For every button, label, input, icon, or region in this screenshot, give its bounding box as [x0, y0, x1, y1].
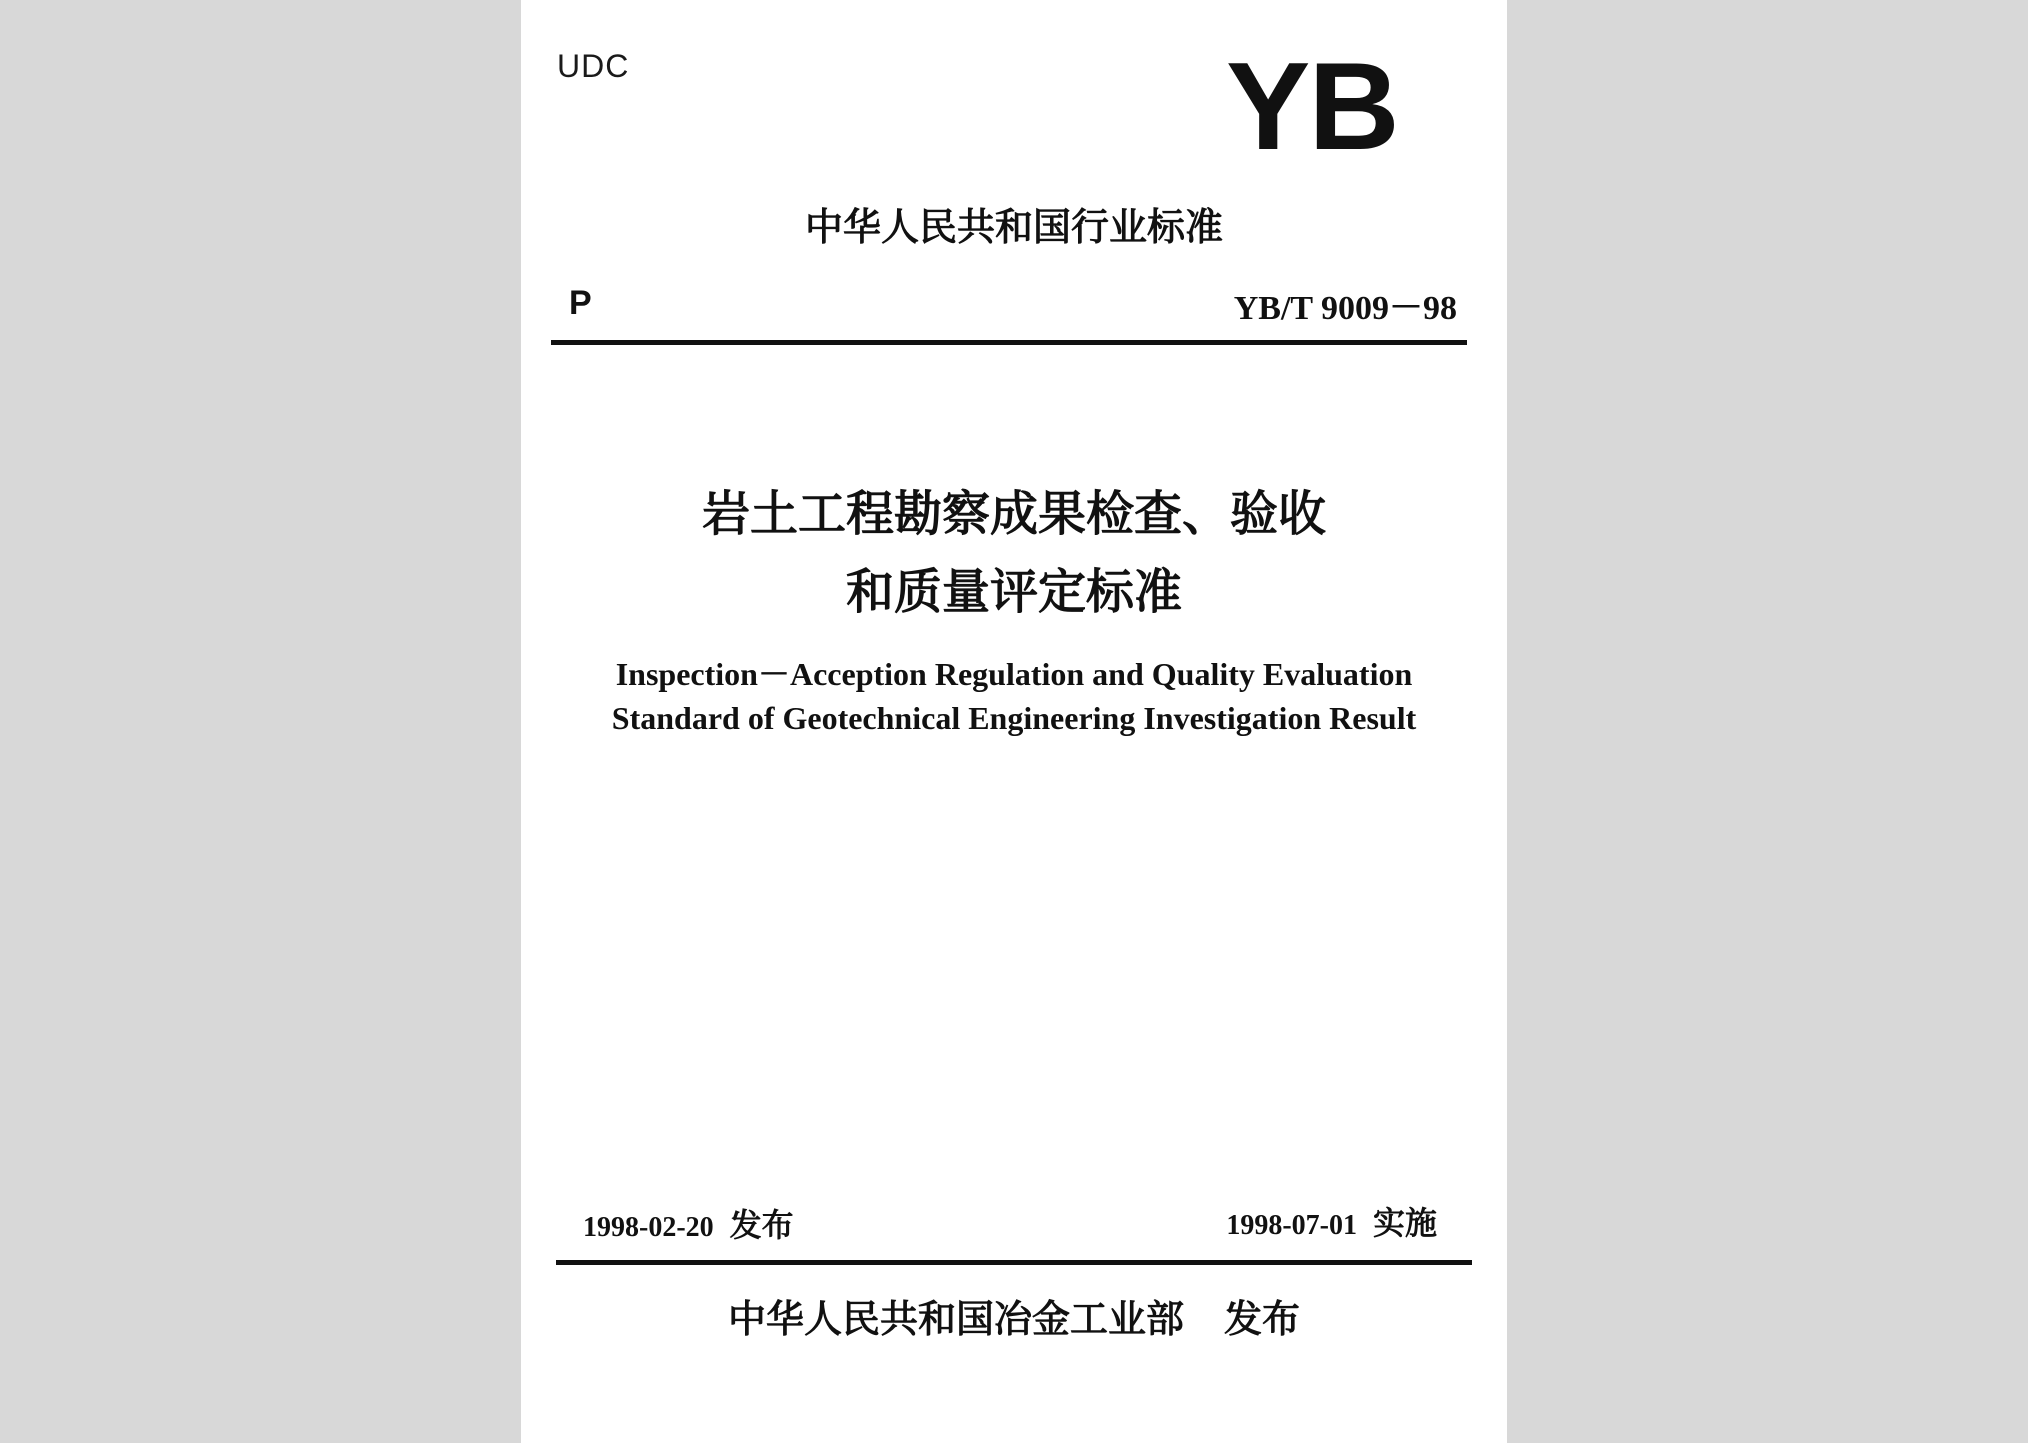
standard-number: YB/T 9009－98: [1233, 290, 1457, 327]
effective-date: 1998-07-01: [1226, 1210, 1357, 1241]
issuer-name: 中华人民共和国冶金工业部: [727, 1297, 1184, 1341]
issue-label: 发布: [729, 1206, 794, 1244]
classification-code: P: [569, 284, 592, 322]
udc-label: UDC: [557, 48, 630, 84]
issuer-line: [521, 1288, 1507, 1343]
issue-date-block: [583, 1200, 794, 1246]
issue-date: 1998-02-20: [583, 1212, 714, 1243]
english-title-line-2: Standard of Geotechnical Engineering Investigation Result: [611, 700, 1417, 736]
document-page: [521, 0, 1507, 1443]
top-divider: [551, 340, 1467, 345]
chinese-title-line-1: 岩土工程勘察成果检查、验收: [701, 486, 1326, 542]
yb-logo: YB: [1226, 38, 1398, 176]
issuer-action: 发布: [1224, 1297, 1301, 1341]
chinese-title: [521, 475, 1507, 631]
english-title-line-1: Inspection－Acception Regulation and Quality Evaluation: [615, 656, 1413, 692]
bottom-divider: [556, 1260, 1472, 1265]
english-title: [521, 652, 1507, 740]
effective-label: 实施: [1372, 1204, 1437, 1242]
industry-standard-heading: 中华人民共和国行业标准: [804, 205, 1223, 249]
effective-date-block: [1226, 1198, 1437, 1244]
chinese-title-line-2: 和质量评定标准: [845, 564, 1182, 620]
